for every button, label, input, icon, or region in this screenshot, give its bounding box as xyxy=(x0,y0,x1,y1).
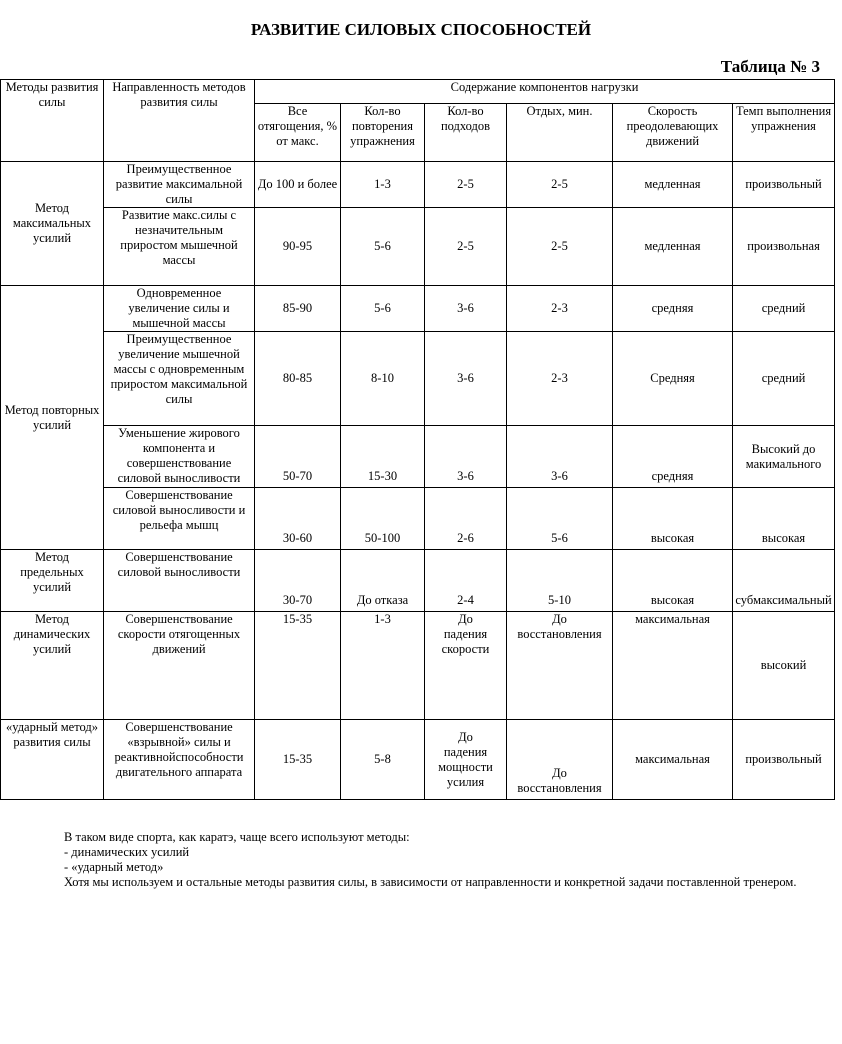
header-load-group: Содержание компонентов нагрузки xyxy=(255,80,835,104)
value-cell: 15-35 xyxy=(255,612,341,720)
value-cell: 15-35 xyxy=(255,720,341,800)
header-speed: Скорость преодолевающих движений xyxy=(613,104,733,162)
value-cell: 15-30 xyxy=(341,426,425,488)
conclusion-closing: Хотя мы используем и остальные методы развития силы, в зависимости от направленности и конкретной задачи поставленной тренером. xyxy=(64,875,797,889)
value-cell: средняя xyxy=(613,426,733,488)
header-method: Методы развития силы xyxy=(1,80,104,162)
value-cell: 5-6 xyxy=(341,286,425,332)
header-rest: Отдых, мин. xyxy=(507,104,613,162)
value-cell: 2-4 xyxy=(425,550,507,612)
value-cell: 1-3 xyxy=(341,162,425,208)
direction-cell: Одновременное увеличение силы и мышечной массы xyxy=(104,286,255,332)
value-cell: 8-10 xyxy=(341,332,425,426)
table-row xyxy=(1,162,835,208)
value-cell: средний xyxy=(733,286,835,332)
value-cell: 5-10 xyxy=(507,550,613,612)
table-row xyxy=(1,208,835,286)
conclusion-text xyxy=(22,830,802,890)
value-cell: 3-6 xyxy=(425,426,507,488)
method-cell: Метод максимальных усилий xyxy=(1,162,104,286)
value-cell: медленная xyxy=(613,208,733,286)
value-cell: Высокий до макимального xyxy=(733,426,835,488)
value-cell: До 100 и более xyxy=(255,162,341,208)
value-cell: До падения мощности усилия xyxy=(425,720,507,800)
value-cell: медленная xyxy=(613,162,733,208)
value-cell: 5-8 xyxy=(341,720,425,800)
value-cell: 2-3 xyxy=(507,286,613,332)
direction-cell: Совершенствование силовой выносливости и рельефа мышц xyxy=(104,488,255,550)
value-cell: произвольная xyxy=(733,208,835,286)
table-label: Таблица № 3 xyxy=(720,57,820,76)
conclusion-item: - «ударный метод» xyxy=(64,860,164,874)
value-cell: средняя xyxy=(613,286,733,332)
value-cell: До восстановления xyxy=(507,612,613,720)
value-cell: 5-6 xyxy=(507,488,613,550)
value-cell: максимальная xyxy=(613,612,733,720)
value-cell: средний xyxy=(733,332,835,426)
direction-cell: Развитие макс.силы с незначительным приростом мышечной массы xyxy=(104,208,255,286)
value-cell: 90-95 xyxy=(255,208,341,286)
method-cell: Метод динамических усилий xyxy=(1,612,104,720)
table-row xyxy=(1,488,835,550)
value-cell: произвольный xyxy=(733,720,835,800)
table-row xyxy=(1,332,835,426)
header-weights: Все отягощения, % от макс. xyxy=(255,104,341,162)
conclusion-item: - динамических усилий xyxy=(64,845,190,859)
value-cell: 50-70 xyxy=(255,426,341,488)
value-cell: высокая xyxy=(613,488,733,550)
value-cell: Средняя xyxy=(613,332,733,426)
value-cell: 3-6 xyxy=(425,286,507,332)
value-cell: 50-100 xyxy=(341,488,425,550)
method-cell: Метод повторных усилий xyxy=(1,286,104,550)
value-cell: высокий xyxy=(733,612,835,720)
value-cell: До восстановления xyxy=(507,720,613,800)
table-row xyxy=(1,426,835,488)
value-cell: 5-6 xyxy=(341,208,425,286)
value-cell: 2-5 xyxy=(425,208,507,286)
value-cell: 2-5 xyxy=(507,162,613,208)
value-cell: высокая xyxy=(733,488,835,550)
table-row xyxy=(1,550,835,612)
value-cell: 3-6 xyxy=(425,332,507,426)
value-cell: 2-5 xyxy=(425,162,507,208)
method-cell: Метод предельных усилий xyxy=(1,550,104,612)
table-row xyxy=(1,612,835,720)
table-row xyxy=(1,720,835,800)
value-cell: До падения скорости xyxy=(425,612,507,720)
value-cell: максимальная xyxy=(613,720,733,800)
page-title: РАЗВИТИЕ СИЛОВЫХ СПОСОБНОСТЕЙ xyxy=(250,20,592,39)
value-cell: 2-3 xyxy=(507,332,613,426)
strength-methods-table xyxy=(0,79,835,800)
direction-cell: Совершенствование «взрывной» силы и реактивнойспособности двигательного аппарата xyxy=(104,720,255,800)
value-cell: произвольный xyxy=(733,162,835,208)
value-cell: До отказа xyxy=(341,550,425,612)
direction-cell: Преимущественное развитие максимальной силы xyxy=(104,162,255,208)
direction-cell: Преимущественное увеличение мышечной массы с одновременным приростом максимальной силы xyxy=(104,332,255,426)
value-cell: 2-6 xyxy=(425,488,507,550)
table-row xyxy=(1,286,835,332)
value-cell: 30-60 xyxy=(255,488,341,550)
value-cell: высокая xyxy=(613,550,733,612)
value-cell: 85-90 xyxy=(255,286,341,332)
header-tempo: Темп выполнения упражнения xyxy=(733,104,835,162)
header-direction: Направленность методов развития силы xyxy=(104,80,255,162)
value-cell: 3-6 xyxy=(507,426,613,488)
direction-cell: Совершенствование силовой выносливости xyxy=(104,550,255,612)
method-cell: «ударный метод» развития силы xyxy=(1,720,104,800)
value-cell: 1-3 xyxy=(341,612,425,720)
value-cell: субмаксимальный xyxy=(733,550,835,612)
value-cell: 80-85 xyxy=(255,332,341,426)
value-cell: 30-70 xyxy=(255,550,341,612)
value-cell: 2-5 xyxy=(507,208,613,286)
header-reps: Кол-во повторения упражнения xyxy=(341,104,425,162)
direction-cell: Совершенствование скорости отягощенных движений xyxy=(104,612,255,720)
conclusion-intro: В таком виде спорта, как каратэ, чаще всего используют методы: xyxy=(64,830,410,844)
direction-cell: Уменьшение жирового компонента и совершенствование силовой выносливости xyxy=(104,426,255,488)
header-sets: Кол-во подходов xyxy=(425,104,507,162)
